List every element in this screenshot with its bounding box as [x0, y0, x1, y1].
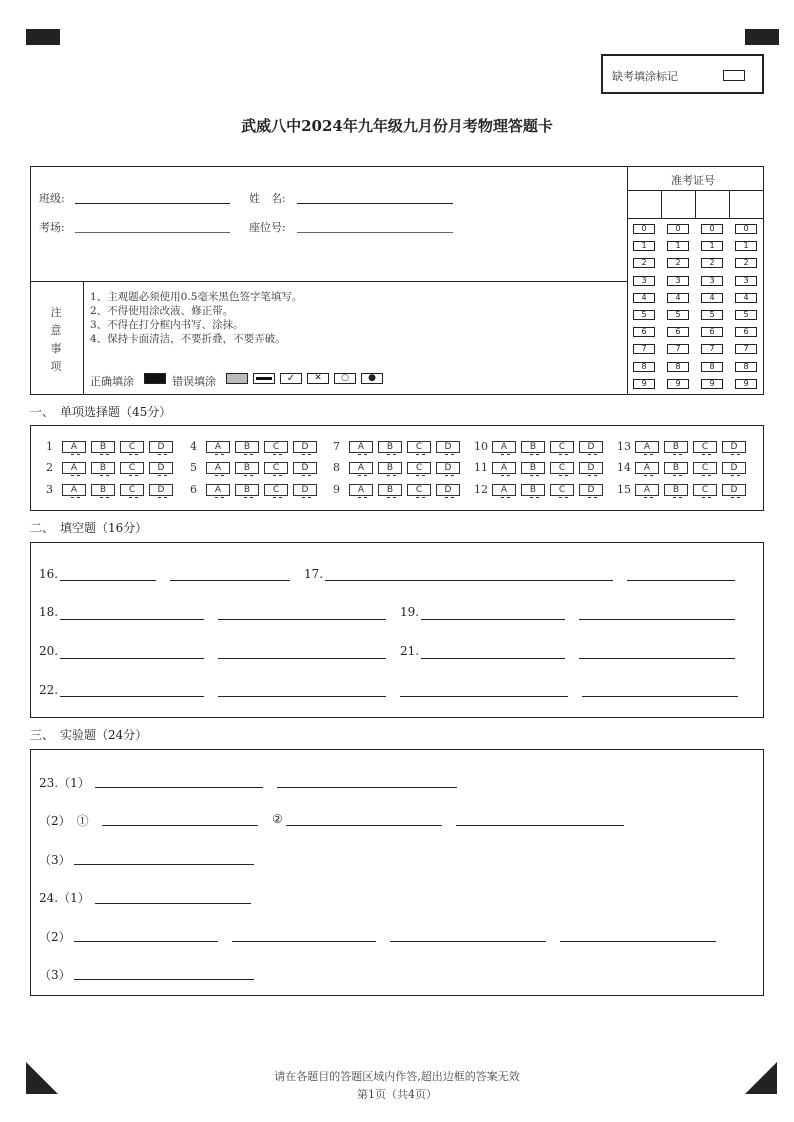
question-14-option-A[interactable]: A [635, 462, 659, 474]
question-6-option-C[interactable]: C [264, 484, 288, 496]
exam-digit-4-5[interactable]: 5 [735, 310, 757, 320]
question-14-option-B[interactable]: B [664, 462, 688, 474]
exam-digit-4-7[interactable]: 7 [735, 344, 757, 354]
exam-digit-1-7[interactable]: 7 [633, 344, 655, 354]
question-13-option-A[interactable]: A [635, 441, 659, 453]
question-3-option-B[interactable]: B [91, 484, 115, 496]
question-9-number: 9 [333, 483, 340, 496]
wrong-fill-dot-example: ● [361, 373, 383, 384]
q19-blank-1[interactable] [421, 619, 565, 620]
exam-digit-1-8[interactable]: 8 [633, 362, 655, 372]
question-4-option-A[interactable]: A [206, 441, 230, 453]
wrong-fill-check-example: ✓ [280, 373, 302, 384]
exam-digit-2-8[interactable]: 8 [667, 362, 689, 372]
exam-digit-4-1[interactable]: 1 [735, 241, 757, 251]
q20-blank-2[interactable] [218, 658, 386, 659]
q23-2-blank-3[interactable] [456, 825, 624, 826]
q19-label: 19. [400, 605, 420, 619]
exam-digit-3-9[interactable]: 9 [701, 379, 723, 389]
question-15-option-B[interactable]: B [664, 484, 688, 496]
q24-1-blank-1[interactable] [95, 903, 251, 904]
question-5-option-D[interactable]: D [293, 462, 317, 474]
q21-label: 21. [400, 644, 420, 658]
notice-heading-3: 事 [50, 342, 62, 355]
question-4-option-C[interactable]: C [264, 441, 288, 453]
question-1-option-A[interactable]: A [62, 441, 86, 453]
exam-digit-1-6[interactable]: 6 [633, 327, 655, 337]
q24-2-blank-2[interactable] [232, 941, 376, 942]
exam-digit-1-1[interactable]: 1 [633, 241, 655, 251]
question-5-option-C[interactable]: C [264, 462, 288, 474]
question-14-option-C[interactable]: C [693, 462, 717, 474]
q23-2-label: （2） ① [39, 814, 89, 828]
name-label: 姓 名: [249, 192, 286, 205]
q22-blank-3[interactable] [400, 696, 568, 697]
question-6-option-B[interactable]: B [235, 484, 259, 496]
q21-blank-2[interactable] [579, 658, 735, 659]
q24-3-label: （3） [39, 968, 71, 982]
exam-digit-4-2[interactable]: 2 [735, 258, 757, 268]
exam-digit-3-8[interactable]: 8 [701, 362, 723, 372]
notice-heading-4: 项 [50, 360, 62, 373]
question-10-option-C[interactable]: C [550, 441, 574, 453]
question-10-option-B[interactable]: B [521, 441, 545, 453]
q22-label: 22. [39, 683, 59, 697]
exam-digit-2-4[interactable]: 4 [667, 293, 689, 303]
exam-digit-3-1[interactable]: 1 [701, 241, 723, 251]
q22-blank-4[interactable] [582, 696, 738, 697]
question-13-option-D[interactable]: D [722, 441, 746, 453]
correct-fill-label: 正确填涂 [90, 375, 134, 388]
question-9-option-B[interactable]: B [378, 484, 402, 496]
q23-1-blank-1[interactable] [95, 787, 263, 788]
question-3-number: 3 [46, 483, 53, 496]
exam-digit-3-5[interactable]: 5 [701, 310, 723, 320]
wrong-fill-bar-example [253, 373, 275, 384]
exam-digit-4-3[interactable]: 3 [735, 276, 757, 286]
q20-label: 20. [39, 644, 59, 658]
question-11-option-C[interactable]: C [550, 462, 574, 474]
question-10-option-A[interactable]: A [492, 441, 516, 453]
question-10-number: 10 [474, 440, 488, 453]
q16-blank-2[interactable] [170, 580, 290, 581]
question-14-option-D[interactable]: D [722, 462, 746, 474]
q17-blank-2[interactable] [627, 580, 735, 581]
question-1-option-D[interactable]: D [149, 441, 173, 453]
q16-blank-1[interactable] [60, 580, 156, 581]
q21-blank-1[interactable] [421, 658, 565, 659]
question-7-option-C[interactable]: C [407, 441, 431, 453]
question-7-number: 7 [333, 440, 340, 453]
question-8-option-A[interactable]: A [349, 462, 373, 474]
seat-field[interactable] [297, 232, 453, 233]
notice-line-2: 2、不得使用涂改液、修正带。 [90, 305, 234, 317]
absent-mark-box [601, 54, 764, 94]
exam-digit-4-6[interactable]: 6 [735, 327, 757, 337]
question-2-option-D[interactable]: D [149, 462, 173, 474]
class-field[interactable] [75, 203, 230, 204]
q16-label: 16. [39, 567, 59, 581]
q24-2-blank-4[interactable] [560, 941, 716, 942]
page-title: 武威八中2024年九年级九月份月考物理答题卡 [241, 117, 553, 135]
wrong-fill-cross-example: ✕ [307, 373, 329, 384]
absent-mark-checkbox[interactable] [723, 70, 745, 81]
question-1-number: 1 [46, 440, 53, 453]
question-3-option-D[interactable]: D [149, 484, 173, 496]
section2-title: 二、 填空题（16分） [30, 521, 148, 535]
question-14-number: 14 [617, 461, 631, 474]
notice-line-4: 4、保持卡面清洁，不要折叠，不要弄破。 [90, 333, 286, 345]
notice-line-3: 3、不得在打分框内书写、涂抹。 [90, 319, 244, 331]
question-9-option-A[interactable]: A [349, 484, 373, 496]
question-15-number: 15 [617, 483, 631, 496]
question-2-number: 2 [46, 461, 53, 474]
wrong-fill-label: 错误填涂 [172, 375, 216, 388]
question-15-option-D[interactable]: D [722, 484, 746, 496]
q24-3-blank-1[interactable] [74, 979, 254, 980]
q22-blank-2[interactable] [218, 696, 386, 697]
question-6-option-D[interactable]: D [293, 484, 317, 496]
exam-digit-2-6[interactable]: 6 [667, 327, 689, 337]
q23-2b-label: ② [272, 812, 283, 826]
question-15-option-C[interactable]: C [693, 484, 717, 496]
exam-digit-1-2[interactable]: 2 [633, 258, 655, 268]
correct-fill-example [144, 373, 166, 384]
exam-digit-2-3[interactable]: 3 [667, 276, 689, 286]
exam-digit-1-9[interactable]: 9 [633, 379, 655, 389]
question-8-option-D[interactable]: D [436, 462, 460, 474]
question-6-number: 6 [190, 483, 197, 496]
q22-blank-1[interactable] [60, 696, 204, 697]
question-12-option-C[interactable]: C [550, 484, 574, 496]
question-9-option-D[interactable]: D [436, 484, 460, 496]
question-4-option-D[interactable]: D [293, 441, 317, 453]
question-8-number: 8 [333, 461, 340, 474]
q23-3-label: （3） [39, 853, 71, 867]
question-10-option-D[interactable]: D [579, 441, 603, 453]
q23-2-blank-1[interactable] [102, 825, 258, 826]
question-12-number: 12 [474, 483, 488, 496]
question-5-option-B[interactable]: B [235, 462, 259, 474]
exam-digit-3-3[interactable]: 3 [701, 276, 723, 286]
exam-digit-1-3[interactable]: 3 [633, 276, 655, 286]
exam-digit-2-5[interactable]: 5 [667, 310, 689, 320]
question-11-option-D[interactable]: D [579, 462, 603, 474]
question-1-option-C[interactable]: C [120, 441, 144, 453]
q17-label: 17. [304, 567, 324, 581]
question-6-option-A[interactable]: A [206, 484, 230, 496]
exam-digit-2-0[interactable]: 0 [667, 224, 689, 234]
question-13-option-B[interactable]: B [664, 441, 688, 453]
question-7-option-A[interactable]: A [349, 441, 373, 453]
question-11-option-A[interactable]: A [492, 462, 516, 474]
exam-digit-3-4[interactable]: 4 [701, 293, 723, 303]
question-5-number: 5 [190, 461, 197, 474]
exam-digit-3-6[interactable]: 6 [701, 327, 723, 337]
question-3-option-C[interactable]: C [120, 484, 144, 496]
q23-2-blank-2[interactable] [286, 825, 442, 826]
q23-3-blank-1[interactable] [74, 864, 254, 865]
exam-digit-1-5[interactable]: 5 [633, 310, 655, 320]
question-12-option-A[interactable]: A [492, 484, 516, 496]
exam-digit-1-0[interactable]: 0 [633, 224, 655, 234]
room-label: 考场: [39, 221, 65, 234]
room-field[interactable] [75, 232, 230, 233]
q18-label: 18. [39, 605, 59, 619]
question-12-option-B[interactable]: B [521, 484, 545, 496]
question-4-number: 4 [190, 440, 197, 453]
wrong-fill-circle-example: ○ [334, 373, 356, 384]
question-15-option-A[interactable]: A [635, 484, 659, 496]
wrong-fill-gray-example [226, 373, 248, 384]
q23-1-blank-2[interactable] [277, 787, 457, 788]
page-number: 第1页（共4页） [357, 1088, 437, 1101]
q18-blank-2[interactable] [218, 619, 386, 620]
section3-title: 三、 实验题（24分） [30, 728, 148, 742]
section1-title: 一、 单项选择题（45分） [30, 405, 172, 419]
q17-blank-1[interactable] [325, 580, 613, 581]
exam-digit-2-7[interactable]: 7 [667, 344, 689, 354]
notice-heading-2: 意 [50, 324, 62, 337]
question-7-option-D[interactable]: D [436, 441, 460, 453]
q24-2-blank-3[interactable] [390, 941, 546, 942]
question-13-number: 13 [617, 440, 631, 453]
section2-box [30, 542, 764, 718]
exam-digit-4-8[interactable]: 8 [735, 362, 757, 372]
question-2-option-B[interactable]: B [91, 462, 115, 474]
exam-digit-3-2[interactable]: 2 [701, 258, 723, 268]
exam-digit-4-0[interactable]: 0 [735, 224, 757, 234]
footer-note: 请在各题目的答题区域内作答,超出边框的答案无效 [274, 1070, 520, 1083]
exam-digit-2-2[interactable]: 2 [667, 258, 689, 268]
question-11-option-B[interactable]: B [521, 462, 545, 474]
question-12-option-D[interactable]: D [579, 484, 603, 496]
top-left-marker [26, 29, 60, 45]
question-2-option-A[interactable]: A [62, 462, 86, 474]
question-1-option-B[interactable]: B [91, 441, 115, 453]
class-label: 班级: [39, 192, 65, 205]
exam-digit-1-4[interactable]: 4 [633, 293, 655, 303]
q20-blank-1[interactable] [60, 658, 204, 659]
q24-1-label: 24.（1） [39, 891, 90, 905]
top-right-marker [745, 29, 779, 45]
exam-digit-2-9[interactable]: 9 [667, 379, 689, 389]
question-3-option-A[interactable]: A [62, 484, 86, 496]
question-9-option-C[interactable]: C [407, 484, 431, 496]
notice-line-1: 1、主观题必须使用0.5毫米黑色签字笔填写。 [90, 291, 303, 303]
q24-2-label: （2） [39, 930, 71, 944]
question-7-option-B[interactable]: B [378, 441, 402, 453]
exam-digit-2-1[interactable]: 1 [667, 241, 689, 251]
q19-blank-2[interactable] [579, 619, 735, 620]
exam-digit-3-7[interactable]: 7 [701, 344, 723, 354]
question-8-option-B[interactable]: B [378, 462, 402, 474]
question-5-option-A[interactable]: A [206, 462, 230, 474]
question-2-option-C[interactable]: C [120, 462, 144, 474]
question-4-option-B[interactable]: B [235, 441, 259, 453]
exam-digit-3-0[interactable]: 0 [701, 224, 723, 234]
absent-mark-label: 缺考填涂标记 [612, 70, 678, 83]
question-11-number: 11 [474, 461, 488, 474]
seat-label: 座位号: [249, 221, 286, 234]
q18-blank-1[interactable] [60, 619, 204, 620]
exam-digit-4-9[interactable]: 9 [735, 379, 757, 389]
exam-digit-4-4[interactable]: 4 [735, 293, 757, 303]
name-field[interactable] [297, 203, 453, 204]
q23-1-label: 23.（1） [39, 776, 90, 790]
notice-heading-1: 注 [50, 306, 62, 319]
question-8-option-C[interactable]: C [407, 462, 431, 474]
question-13-option-C[interactable]: C [693, 441, 717, 453]
q24-2-blank-1[interactable] [74, 941, 218, 942]
exam-number-label: 准考证号 [671, 174, 715, 187]
